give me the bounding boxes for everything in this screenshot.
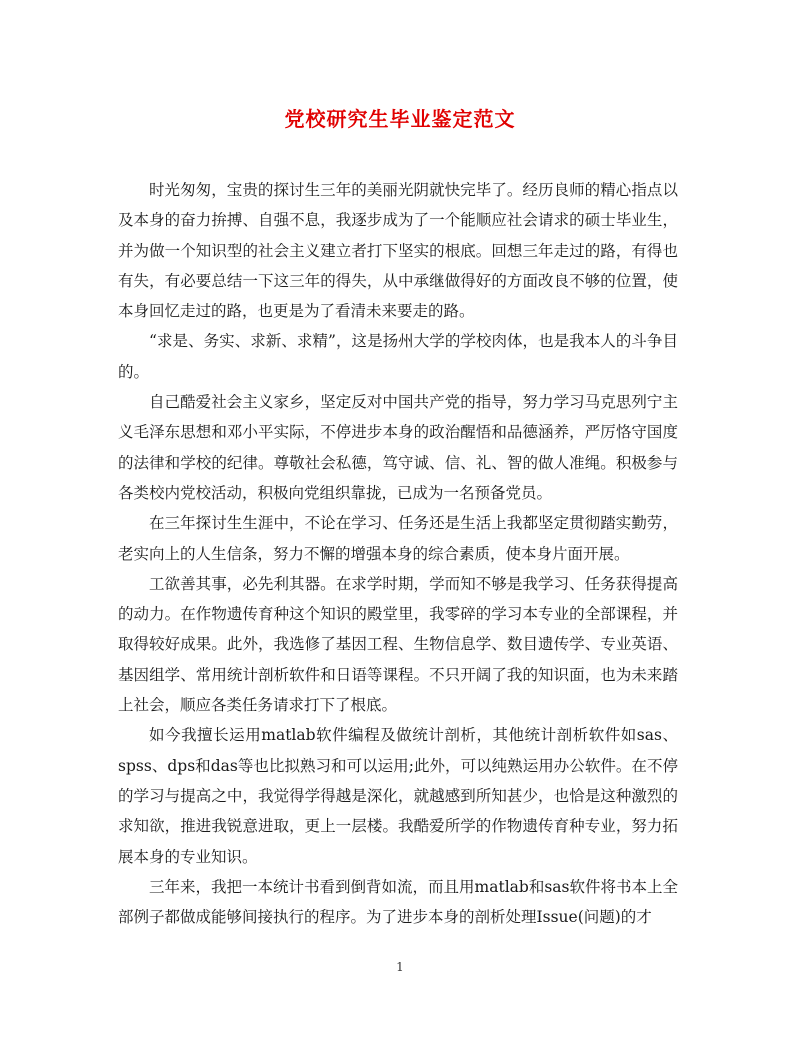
paragraph: 时光匆匆，宝贵的探讨生三年的美丽光阴就快完毕了。经历良师的精心指点以及本身的奋力拚搏、自强不息，我逐步成为了一个能顺应社会请求的硕士毕业生，并为做一个知识型的社会主义建立者打下坚实的根底。回想三年走过的路，有得也有失，有必要总结一下这三年的得失，从中承继做得好的方面改良不够的位置，使本身回忆走过的路，也更是为了看清未来要走的路。 [118, 181, 678, 321]
paragraph: 自己酷爱社会主义家乡，坚定反对中国共产党的指导，努力学习马克思列宁主义毛泽东思想和邓小平实际，不停进步本身的政治醒悟和品德涵养，严厉恪守国度的法律和学校的纪律。尊敬社会私德，笃守诚、信、礼、智的做人准绳。积极参与各类校内党校活动，积极向党组织靠拢，已成为一名预备党员。 [118, 393, 678, 502]
page-number: 1 [396, 960, 404, 974]
page-title: 党校研究生毕业鉴定范文 [284, 107, 516, 131]
paragraph: 如今我擅长运用matlab软件编程及做统计剖析，其他统计剖析软件如sas、spss、dps和das等也比拟熟习和可以运用;此外，可以纯熟运用办公软件。在不停的学习与提高之中，我觉得学得越是深化，就越感到所知甚少，也恰是这种激烈的求知欲，推进我锐意进取，更上一层楼。我酷爱所学的作物遗传育种专业，努力拓展本身的专业知识。 [118, 726, 678, 866]
paragraph: 在三年探讨生生涯中，不论在学习、任务还是生活上我都坚定贯彻踏实勤劳，老实向上的人生信条，努力不懈的增强本身的综合素质，使本身片面开展。 [118, 514, 678, 563]
paragraph: “求是、务实、求新、求精”，这是扬州大学的学校肉体，也是我本人的斗争目的。 [118, 332, 678, 381]
document-body [118, 175, 678, 932]
paragraph: 工欲善其事，必先利其器。在求学时期，学而知不够是我学习、任务获得提高的动力。在作物遗传育种这个知识的殿堂里，我零碎的学习本专业的全部课程，并取得较好成果。此外，我选修了基因工程、生物信息学、数目遗传学、专业英语、基因组学、常用统计剖析软件和日语等课程。不只开阔了我的知识面，也为未来踏上社会，顺应各类任务请求打下了根底。 [118, 574, 678, 715]
paragraph: 三年来，我把一本统计书看到倒背如流，而且用matlab和sas软件将书本上全部例子都做成能够间接执行的程序。为了进步本身的剖析处理Issue(问题)的才 [118, 877, 678, 927]
